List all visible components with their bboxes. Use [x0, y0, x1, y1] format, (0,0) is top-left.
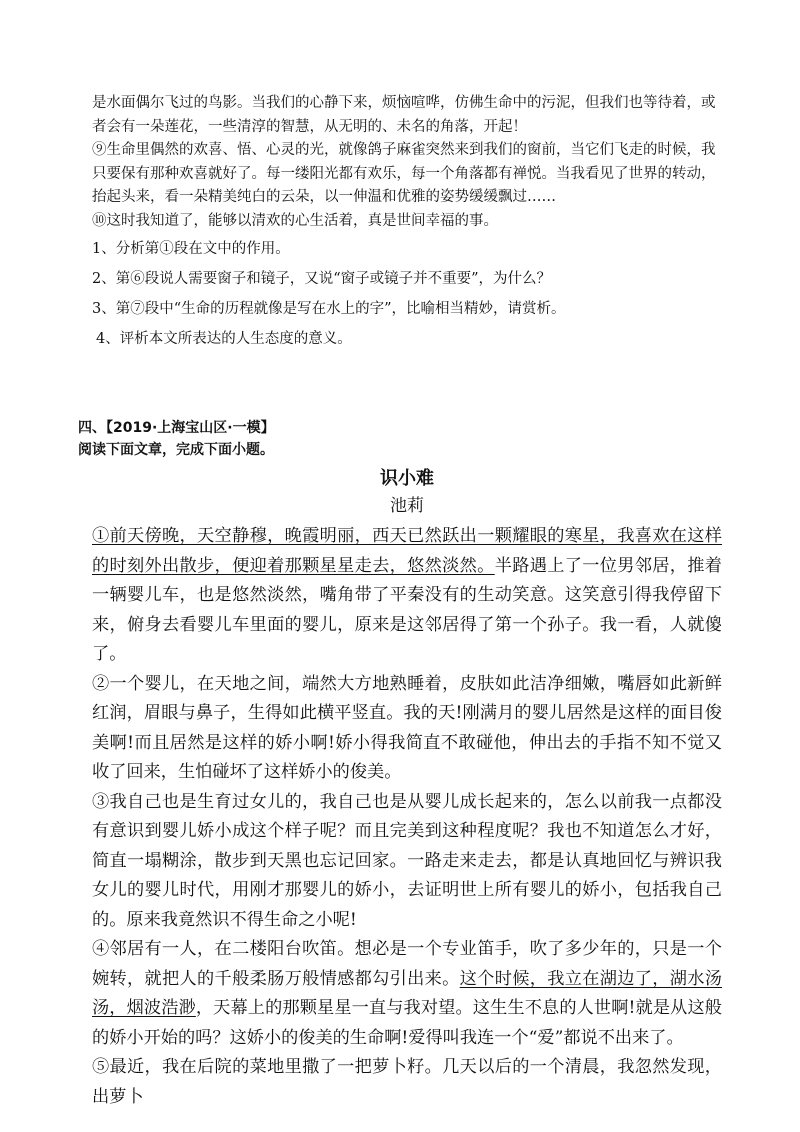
underlined-sentence-4: 这个时候，我立在湖边了，湖水汤汤，烟波浩渺: [92, 968, 722, 1018]
paragraph-9: ⑨生命里偶然的欢喜、悟、心灵的光，就像鸽子麻雀突然来到我们的窗前，当它们飞走的时候，我只要保有那种欢喜就好了。每一缕阳光都有欢乐，每一个角落都有禅悦。当我看见了世界的转动，抬起头来，看一朵精美纯白的云朵，以一伸温和优雅的姿势缓缓飘过……: [92, 142, 716, 205]
section-heading: 四、【2019·上海宝山区·一模】: [78, 420, 275, 436]
paragraph-1-rest: 半路遇上了一位男邻居，推着一辆婴儿车，也是悠然淡然，嘴角带了平秦没有的生动笑意。这笑意引得我停留下来，俯身去看婴儿车里面的婴儿，原来是这邻居得了第一个孙子。我一看，人就傻了。: [92, 555, 722, 664]
section-four-header: [78, 417, 728, 461]
article-author: 池莉: [390, 496, 424, 516]
paragraph-4-start: ④邻居有一人，在二楼阳台吹笛。想必是一个专业笛手，吹了多少年的，只是一个婉转，就把人的千般柔肠万般情感都勾引出来。: [92, 939, 722, 989]
article: [92, 466, 722, 1112]
article-title: 识小难: [380, 468, 434, 489]
paragraph-continued: 是水面偶尔飞过的鸟影。当我们的心静下来，烦恼喧哗，仿佛生命中的污泥，但我们也等待着，或者会有一朵莲花，一些清淳的智慧，从无明的、未名的角落，开起！: [92, 95, 716, 135]
question-1: 1、分析第①段在文中的作用。: [92, 241, 290, 257]
paragraph-10: ⑩这时我知道了，能够以清欢的心生活着，真是世间幸福的事。: [92, 212, 498, 229]
question-3: 3、第⑦段中“生命的历程就像是写在水上的字”，比喻相当精妙，请赏析。: [92, 301, 566, 317]
paragraph-4-end: ，天幕上的那颗星星一直与我对望。这生生不息的人世啊!就是从这般的娇小开始的吗？这娇小的俊美的生命啊!爱得叫我连一个“爱”都说不出来了。: [92, 998, 722, 1048]
question-4: 4、评析本文所表达的人生态度的意义。: [96, 331, 352, 347]
paragraph-5: ⑤最近，我在后院的菜地里撒了一把萝卜籽。几天以后的一个清晨，我忽然发现，出萝卜: [92, 1057, 722, 1107]
previous-reading-tail: [92, 92, 722, 353]
paragraph-4: [92, 935, 722, 1053]
question-2: 2、第⑥段说人需要窗子和镜子，又说“窗子或镜子并不重要”，为什么？: [92, 271, 552, 287]
paragraph-3: ③我自己也是生育过女儿的，我自己也是从婴儿成长起来的，怎么以前我一点都没有意识到婴儿娇小成这个样子呢？而且完美到这种程度呢？我也不知道怎么才好，简直一塌糊涂，散步到天黑也忘记回家。一路走来走去，都是认真地回忆与辨识我女儿的婴儿时代，用刚才那婴儿的娇小，去证明世上所有婴儿的娇小，包括我自己的。原来我竟然识不得生命之小呢!: [92, 791, 722, 930]
paragraph-2: ②一个婴儿，在天地之间，端然大方地熟睡着，皮肤如此洁净细嫩，嘴唇如此新鲜红润，眉眼与鼻子，生得如此横平竖直。我的天!刚满月的婴儿居然是这样的面目俊美啊!而且居然是这样的娇小啊!娇小得我简直不敢碰他，伸出去的手指不知不觉又收了回来，生怕碰坏了这样娇小的俊美。: [92, 673, 722, 782]
section-instruction: 阅读下面文章，完成下面小题。: [78, 442, 274, 458]
paragraph-1: [92, 522, 722, 670]
underlined-sentence-1: ①前天傍晚，天空静穆，晚霞明丽，西天已然跃出一颗耀眼的寒星，我喜欢在这样的时刻外出散步，便迎着那颗星星走去，悠然淡然。: [92, 526, 722, 576]
